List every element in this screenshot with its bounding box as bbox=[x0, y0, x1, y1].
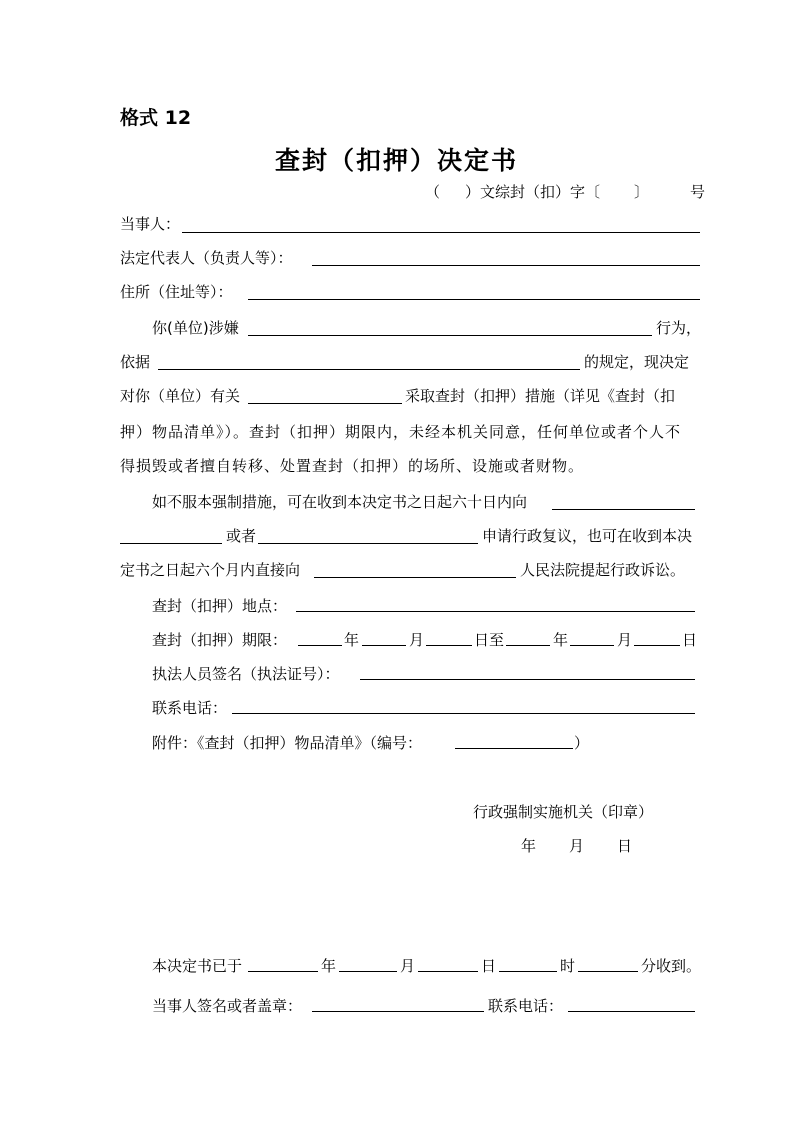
legal-rep-input-line[interactable] bbox=[312, 265, 700, 266]
para2-line3: 定书之日起六个月内直接向 bbox=[120, 561, 301, 579]
period-month-1: 月 bbox=[409, 631, 425, 649]
phone-input-line[interactable] bbox=[232, 713, 695, 714]
suspected-text: 你(单位)涉嫌 bbox=[152, 319, 239, 337]
suspected-behavior-line[interactable] bbox=[248, 335, 652, 336]
period-day-end: 日 bbox=[682, 631, 698, 649]
receipt-text: 本决定书已于 bbox=[152, 957, 243, 975]
location-input-line[interactable] bbox=[296, 611, 695, 612]
period-month-2: 月 bbox=[617, 631, 633, 649]
sign-month: 月 bbox=[569, 837, 585, 855]
period-label: 查封（扣押）期限： bbox=[152, 631, 288, 649]
party-sign-line[interactable] bbox=[312, 1011, 484, 1012]
address-label: 住所（住址等）： bbox=[120, 283, 233, 301]
period-end-month-line[interactable] bbox=[570, 645, 614, 646]
receipt-minute-line[interactable] bbox=[578, 971, 638, 972]
period-start-year-line[interactable] bbox=[298, 645, 342, 646]
officer-label: 执法人员签名（执法证号）： bbox=[152, 665, 340, 683]
receipt-hour: 时 bbox=[560, 957, 576, 975]
apply-text: 申请行政复议，也可在收到本决 bbox=[482, 527, 693, 545]
sign-day: 日 bbox=[617, 837, 633, 855]
receipt-month: 月 bbox=[400, 957, 416, 975]
address-input-line[interactable] bbox=[248, 299, 700, 300]
location-label: 查封（扣押）地点： bbox=[152, 597, 288, 615]
sign-year: 年 bbox=[521, 837, 537, 855]
para1-line4: 押）物品清单》）。查封（扣押）期限内，未经本机关同意，任何单位或者个人不 bbox=[120, 423, 682, 441]
behavior-text: 行为， bbox=[656, 319, 702, 337]
attachment-close: ） bbox=[574, 734, 590, 752]
receipt-year-line[interactable] bbox=[248, 971, 318, 972]
format-label: 格式 12 bbox=[120, 107, 192, 129]
review-authority-line-2[interactable] bbox=[120, 543, 222, 544]
officer-input-line[interactable] bbox=[360, 679, 695, 680]
period-year-2: 年 bbox=[553, 631, 569, 649]
period-end-day-line[interactable] bbox=[634, 645, 680, 646]
court-line[interactable] bbox=[314, 577, 516, 578]
doc-number-prefix: ）文综封（扣）字〔 bbox=[465, 183, 601, 201]
receipt-year: 年 bbox=[321, 957, 337, 975]
according-text: 依据 bbox=[120, 353, 151, 371]
measure-text: 采取查封（扣押）措施（详见《查封（扣 bbox=[405, 387, 676, 405]
party-label: 当事人： bbox=[120, 215, 181, 233]
review-authority-line-1[interactable] bbox=[552, 509, 695, 510]
document-title: 查封（扣押）决定书 bbox=[274, 146, 518, 175]
receipt-phone-label: 联系电话： bbox=[488, 997, 564, 1015]
attachment-number-line[interactable] bbox=[455, 748, 573, 749]
doc-number-left-paren: （ bbox=[425, 183, 441, 201]
review-authority-line-3[interactable] bbox=[258, 543, 478, 544]
attachment-label: 附件：《查封（扣押）物品清单》（编号： bbox=[152, 734, 423, 752]
phone-label: 联系电话： bbox=[152, 699, 228, 717]
receipt-day: 日 bbox=[481, 957, 497, 975]
period-end-year-line[interactable] bbox=[506, 645, 550, 646]
period-day-to: 日至 bbox=[474, 631, 505, 649]
receipt-hour-line[interactable] bbox=[499, 971, 557, 972]
party-sign-label: 当事人签名或者盖章： bbox=[152, 997, 303, 1015]
receipt-day-line[interactable] bbox=[418, 971, 478, 972]
doc-number-right-bracket: 〕 bbox=[634, 183, 650, 201]
appeal-intro: 如不服本强制措施，可在收到本决定书之日起六十日内向 bbox=[152, 493, 528, 511]
regulation-line[interactable] bbox=[158, 369, 580, 370]
authority-seal: 行政强制实施机关（印章） bbox=[473, 803, 654, 821]
receipt-phone-line[interactable] bbox=[568, 1011, 695, 1012]
period-year-1: 年 bbox=[344, 631, 360, 649]
receipt-month-line[interactable] bbox=[339, 971, 397, 972]
party-input-line[interactable] bbox=[182, 232, 700, 233]
to-you-text: 对你（单位）有关 bbox=[120, 387, 241, 405]
court-text: 人民法院提起行政诉讼。 bbox=[520, 561, 686, 579]
period-start-day-line[interactable] bbox=[426, 645, 472, 646]
doc-number-hao: 号 bbox=[690, 183, 706, 201]
or-text: 或者 bbox=[226, 527, 257, 545]
para1-line5: 得损毁或者擅自转移、处置查封（扣押）的场所、设施或者财物。 bbox=[120, 457, 585, 475]
period-start-month-line[interactable] bbox=[362, 645, 406, 646]
legal-rep-label: 法定代表人（负责人等）： bbox=[120, 249, 293, 267]
property-line[interactable] bbox=[248, 403, 402, 404]
regulation-text: 的规定，现决定 bbox=[584, 353, 690, 371]
receipt-minute: 分收到。 bbox=[641, 957, 702, 975]
